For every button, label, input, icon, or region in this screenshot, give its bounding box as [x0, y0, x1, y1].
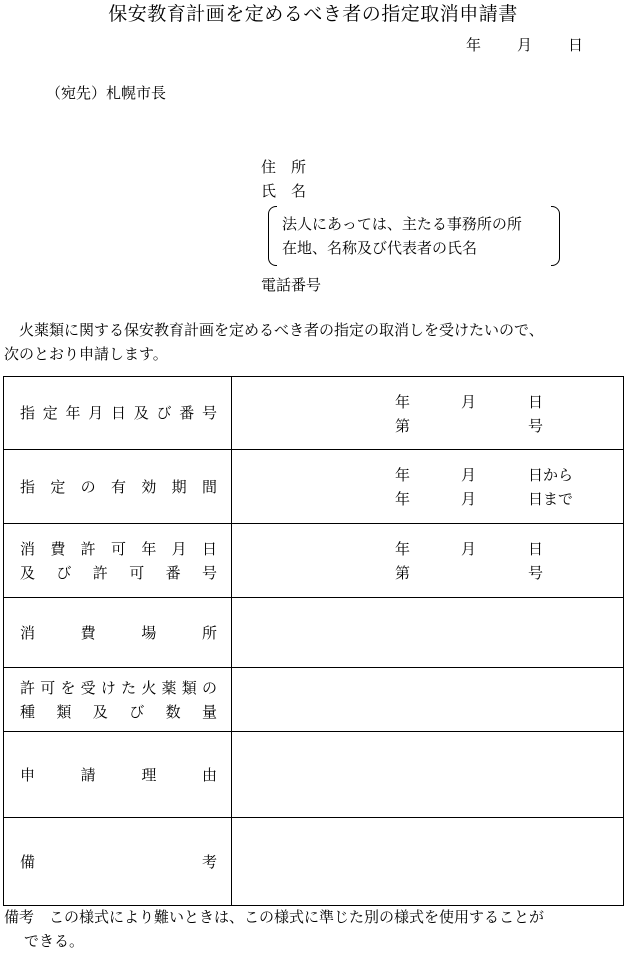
table-row — [4, 598, 624, 668]
corporate-note — [282, 212, 522, 260]
document-title: 保安教育計画を定めるべき者の指定取消申請書 — [108, 3, 518, 25]
table-row — [4, 450, 624, 524]
table-row — [4, 524, 624, 598]
row-label-permit: 消費許可年月日 及び許可番号 — [4, 524, 232, 598]
row-value-place[interactable] — [232, 598, 624, 668]
phone-label: 電話番号 — [261, 276, 322, 294]
row-label-explosives: 許可を受けた火薬類の 種類及び数量 — [4, 668, 232, 732]
corporate-note-line1: 法人にあっては、主たる事務所の所 — [282, 215, 522, 233]
right-bracket — [551, 206, 560, 266]
row-label-designation-date: 指定年月日及び番号 — [4, 377, 232, 450]
row-value-validity[interactable]: 年 月 日から 年 月 日まで — [232, 450, 624, 524]
application-table — [3, 376, 624, 906]
row-label-place: 消費場所 — [4, 598, 232, 668]
name-label: 氏 名 — [261, 182, 307, 200]
footnote-line1: 備考 この様式により難いときは、この様式に準じた別の様式を使用することが — [4, 908, 545, 926]
left-bracket — [268, 206, 277, 266]
row-value-designation-date[interactable]: 年 月 日 第 号 — [232, 377, 624, 450]
intro-text — [4, 318, 622, 366]
row-value-remarks[interactable] — [232, 818, 624, 906]
row-label-remarks: 備考 — [4, 818, 232, 906]
table-row — [4, 668, 624, 732]
corporate-note-line2: 在地、名称及び代表者の氏名 — [282, 239, 478, 257]
row-label-validity: 指定の有効期間 — [4, 450, 232, 524]
row-value-reason[interactable] — [232, 732, 624, 818]
date-month: 月 — [517, 36, 533, 54]
table-row — [4, 818, 624, 906]
footnote-line2: できる。 — [24, 932, 85, 950]
date-year: 年 — [466, 36, 482, 54]
footnote — [4, 905, 624, 953]
row-value-permit[interactable]: 年 月 日 第 号 — [232, 524, 624, 598]
addressee: （宛先）札幌市長 — [46, 84, 167, 102]
address-label: 住 所 — [261, 158, 307, 176]
corporate-note-bracket — [268, 206, 560, 264]
row-label-reason: 申請理由 — [4, 732, 232, 818]
intro-line1: 火薬類に関する保安教育計画を定めるべき者の指定の取消しを受けたいので、 — [4, 321, 544, 339]
date-day: 日 — [568, 36, 584, 54]
table-row — [4, 377, 624, 450]
table-row — [4, 732, 624, 818]
intro-line2: 次のとおり申請します。 — [4, 345, 168, 363]
row-value-explosives[interactable] — [232, 668, 624, 732]
